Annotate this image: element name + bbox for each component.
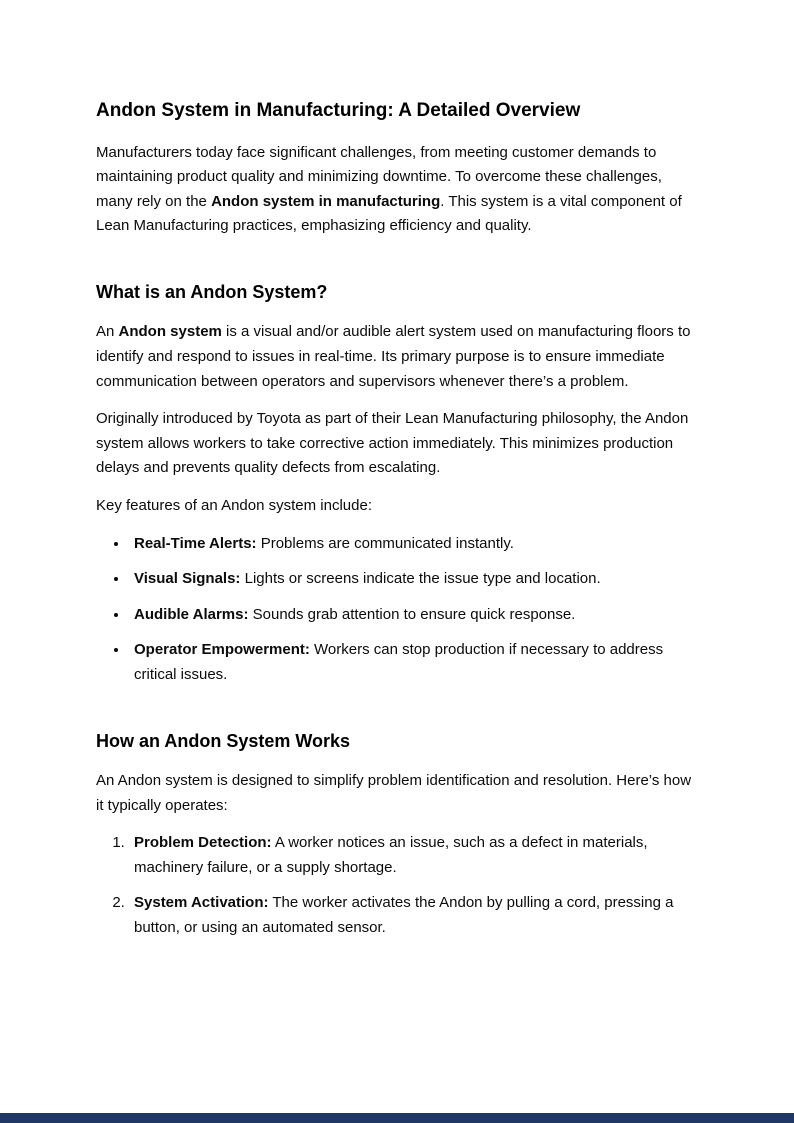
- key-features-lead-in: Key features of an Andon system include:: [96, 497, 372, 515]
- list-item: [129, 603, 698, 628]
- what-p1-pre: An: [96, 323, 119, 341]
- list-item-label: Visual Signals:: [134, 570, 241, 588]
- list-item-label: Problem Detection:: [134, 834, 272, 852]
- list-item: [129, 638, 698, 687]
- intro-text-bold: Andon system in manufacturing: [211, 192, 441, 210]
- page-bottom-bar: [0, 1113, 794, 1123]
- list-item-text: Sounds grab attention to ensure quick response.: [252, 605, 576, 623]
- list-item-text: Workers can stop production if necessary to address critical issues.: [134, 641, 664, 683]
- list-item-label: System Activation:: [134, 894, 269, 912]
- list-item-text: A worker notices an issue, such as a defect in materials, machinery failure, or a supply shortage.: [134, 834, 648, 876]
- list-item: [129, 567, 698, 592]
- list-item-text: Problems are communicated instantly.: [260, 534, 514, 552]
- what-p1-bold: Andon system: [118, 323, 222, 341]
- key-features-list: [96, 532, 698, 688]
- intro-paragraph: [96, 141, 698, 239]
- what-p1-post: is a visual and/or audible alert system used on manufacturing floors to identify and respond to issues in real-time. Its primary purpose is to ensure immediate communication between operators and supervisors whenever there’s a problem.: [96, 323, 691, 390]
- list-item-label: Audible Alarms:: [134, 605, 249, 623]
- how-paragraph-1: An Andon system is designed to simplify problem identification and resolution. Here’s how it typically operates:: [96, 771, 692, 814]
- document-title: Andon System in Manufacturing: A Detailed Overview: [96, 100, 581, 121]
- section-heading-what-is-andon: What is an Andon System?: [96, 282, 328, 303]
- list-item-text: The worker activates the Andon by pulling a cord, pressing a button, or using an automated sensor.: [134, 894, 674, 936]
- list-item-label: Real-Time Alerts:: [134, 534, 257, 552]
- intro-text-pre: Manufacturers today face significant challenges, from meeting customer demands to maintaining product quality and minimizing downtime. To overcome these challenges, many rely on the: [96, 143, 662, 210]
- list-item: [129, 532, 698, 557]
- how-it-works-steps: [96, 831, 698, 940]
- list-item: [129, 891, 698, 940]
- intro-text-post: . This system is a vital component of Lean Manufacturing practices, emphasizing efficiency and quality.: [96, 192, 682, 235]
- what-paragraph-1: [96, 320, 698, 394]
- section-heading-how-it-works: How an Andon System Works: [96, 730, 351, 751]
- list-item-label: Operator Empowerment:: [134, 641, 310, 659]
- list-item-text: Lights or screens indicate the issue type and location.: [244, 570, 601, 588]
- what-paragraph-2: Originally introduced by Toyota as part of their Lean Manufacturing philosophy, the Andon system allows workers to take corrective action immediately. This minimizes production delays and prevents quality defects from escalating.: [96, 410, 689, 477]
- list-item: [129, 831, 698, 880]
